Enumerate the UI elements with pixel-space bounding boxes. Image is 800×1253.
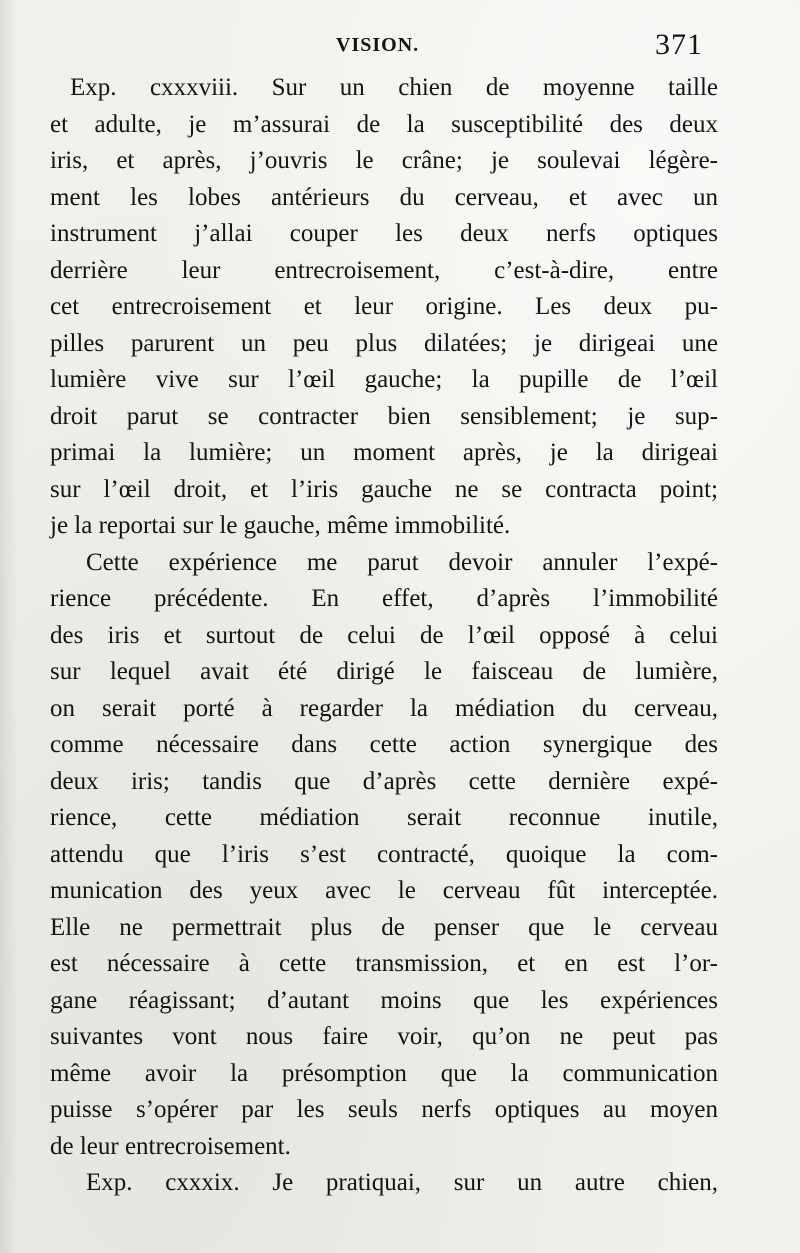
text-line: suivantes vont nous faire voir, qu’on ne peut pas	[50, 1023, 718, 1050]
page-number: 371	[655, 28, 703, 61]
text-line: Cette expérience me parut devoir annuler l’expé-	[86, 548, 718, 576]
text-line: ment les lobes antérieurs du cerveau, et avec un	[50, 183, 718, 211]
text-line: rience, cette médiation serait reconnue inutile,	[50, 804, 718, 831]
running-head	[0, 28, 800, 62]
text-line: cet entrecroisement et leur origine. Les deux pu-	[50, 293, 718, 320]
text-line: primai la lumière; un moment après, je la dirigeai	[50, 439, 718, 466]
text-line: instrument j’allai couper les deux nerfs optiques	[50, 220, 718, 247]
text-line: sur l’œil droit, et l’iris gauche ne se contracta point;	[50, 475, 718, 503]
text-line: même avoir la présomption que la communication	[50, 1059, 718, 1087]
text-line: rience précédente. En effet, d’après l’immobilité	[50, 585, 718, 612]
text-line: Exp. cxxxviii. Sur un chien de moyenne taille	[70, 74, 718, 101]
text-line: iris, et après, j’ouvris le crâne; je soulevai légère-	[50, 147, 718, 174]
text-line: de leur entrecroisement.	[50, 1132, 291, 1160]
text-line: deux iris; tandis que d’après cette dernière expé-	[50, 767, 718, 795]
text-line: attendu que l’iris s’est contracté, quoique la com-	[50, 840, 718, 868]
text-line: des iris et surtout de celui de l’œil opposé à celui	[50, 621, 718, 649]
text-line: est nécessaire à cette transmission, et en est l’or-	[50, 950, 718, 977]
text-line: sur lequel avait été dirigé le faisceau de lumière,	[50, 658, 718, 685]
text-line: et adulte, je m’assurai de la susceptibilité des deux	[50, 110, 718, 138]
text-line: comme nécessaire dans cette action synergique des	[50, 731, 718, 758]
text-line: je la reportai sur le gauche, même immobilité.	[50, 512, 511, 539]
text-line: Elle ne permettrait plus de penser que le cerveau	[50, 913, 718, 941]
body-text	[50, 70, 718, 1202]
text-line: lumière vive sur l’œil gauche; la pupille de l’œil	[50, 366, 718, 393]
text-line: Exp. cxxxix. Je pratiquai, sur un autre chien,	[86, 1169, 718, 1196]
running-head-title: VISION.	[336, 34, 420, 56]
text-line: on serait porté à regarder la médiation du cerveau,	[50, 694, 718, 722]
text-line: derrière leur entrecroisement, c’est-à-dire, entre	[50, 256, 718, 284]
text-line: puisse s’opérer par les seuls nerfs optiques au moyen	[50, 1096, 718, 1123]
text-line: droit parut se contracter bien sensiblement; je sup-	[50, 402, 718, 430]
text-line: gane réagissant; d’autant moins que les expériences	[50, 986, 718, 1014]
text-line: munication des yeux avec le cerveau fût interceptée.	[50, 877, 718, 904]
text-line: pilles parurent un peu plus dilatées; je dirigeai une	[50, 329, 718, 357]
